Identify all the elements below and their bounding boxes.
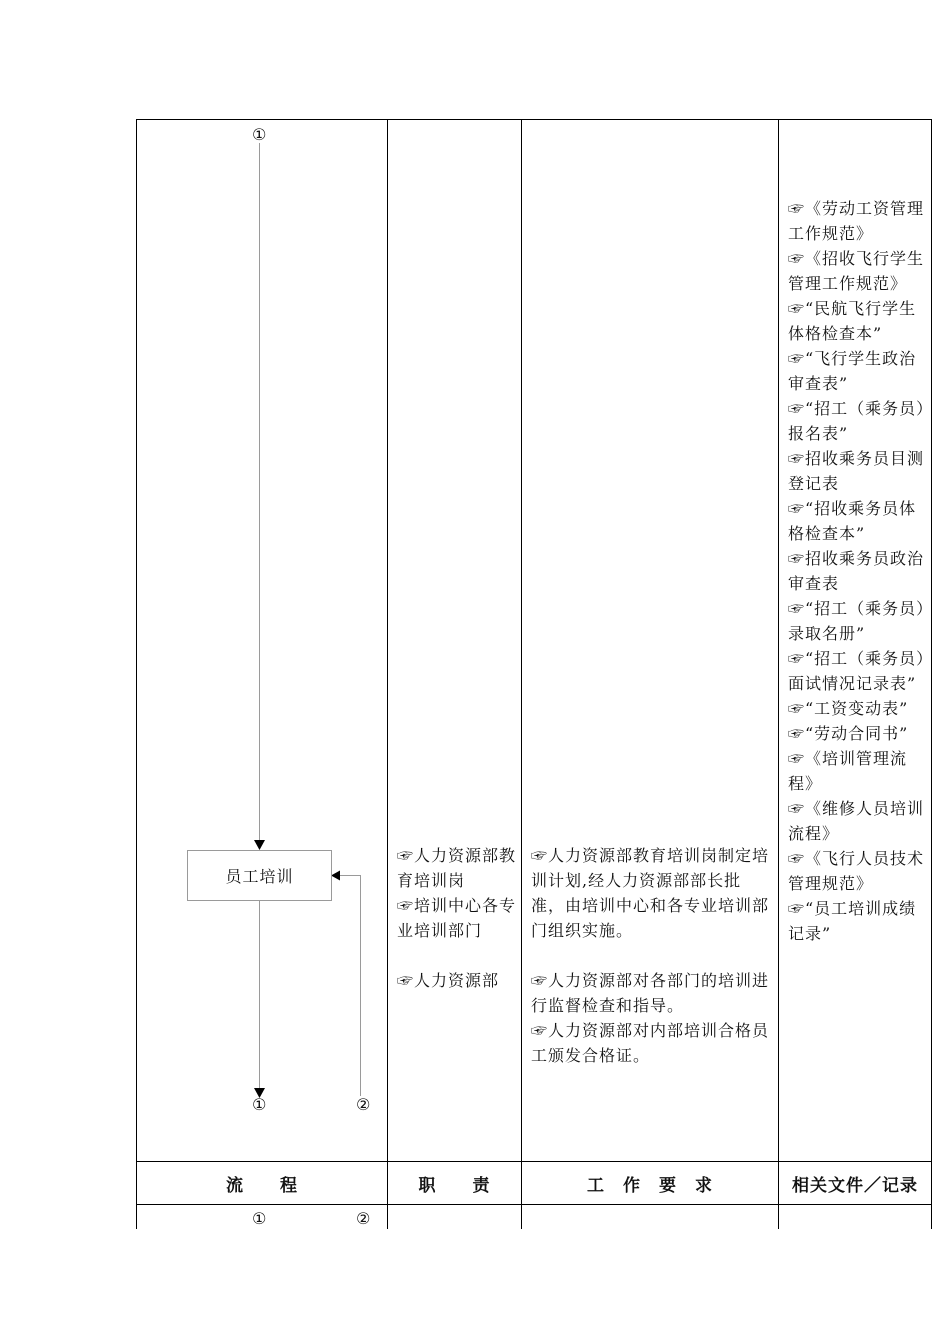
header-related-documents: 相关文件／记录	[792, 1175, 918, 1196]
header-duty: 职 责	[418, 1175, 491, 1196]
document-item: ☞《劳动工资管理工作规范》	[788, 199, 925, 243]
document-item: ☞“民航飞行学生体格检查本”	[788, 299, 917, 343]
connector-marker-2-bottom: ②	[356, 1095, 371, 1114]
document-item: ☞“招工（乘务员）报名表”	[788, 399, 926, 443]
work-requirements-text: ☞人力资源部教育培训岗制定培训计划,经人力资源部部长批准，由培训中心和各专业培训部门组织实施。 ☞人力资源部对各部门的培训进行监督检查和指导。 ☞人力资源部对内部培训合格员工颁发合格证。	[531, 846, 770, 1065]
document-item: ☞《培训管理流程》	[788, 749, 908, 793]
header-process: 流 程	[226, 1175, 298, 1196]
document-item: ☞“劳动合同书”	[788, 724, 909, 743]
document-item: ☞《招收飞行学生管理工作规范》	[788, 249, 925, 293]
document-item: ☞《飞行人员技术管理规范》	[788, 849, 925, 893]
document-item: ☞“招工（乘务员）面试情况记录表”	[788, 649, 926, 693]
document-item: ☞《维修人员培训流程》	[788, 799, 925, 843]
employee-training-process-box	[187, 850, 332, 901]
header-work-requirements: 工 作 要 求	[587, 1175, 713, 1196]
responsibility-text: ☞人力资源部教育培训岗 ☞培训中心各专业培训部门 ☞人力资源部	[397, 846, 517, 990]
related-documents-list	[788, 196, 926, 946]
document-item: ☞“飞行学生政治审查表”	[788, 349, 917, 393]
document-item: ☞“招收乘务员体格检查本”	[788, 499, 917, 543]
connector-marker-1-top: ①	[252, 125, 267, 144]
connector-marker-1-bottom: ①	[252, 1095, 267, 1114]
next-page-marker-1: ①	[252, 1209, 267, 1228]
document-item: ☞招收乘务员政治审查表	[788, 549, 925, 593]
process-box-label: 员工培训	[225, 867, 294, 886]
next-page-marker-2: ②	[356, 1209, 371, 1228]
document-item: ☞招收乘务员目测登记表	[788, 449, 925, 493]
document-item: ☞“工资变动表”	[788, 699, 909, 718]
document-item: ☞“员工培训成绩记录”	[788, 899, 917, 943]
document-item: ☞“招工（乘务员）录取名册”	[788, 599, 926, 643]
